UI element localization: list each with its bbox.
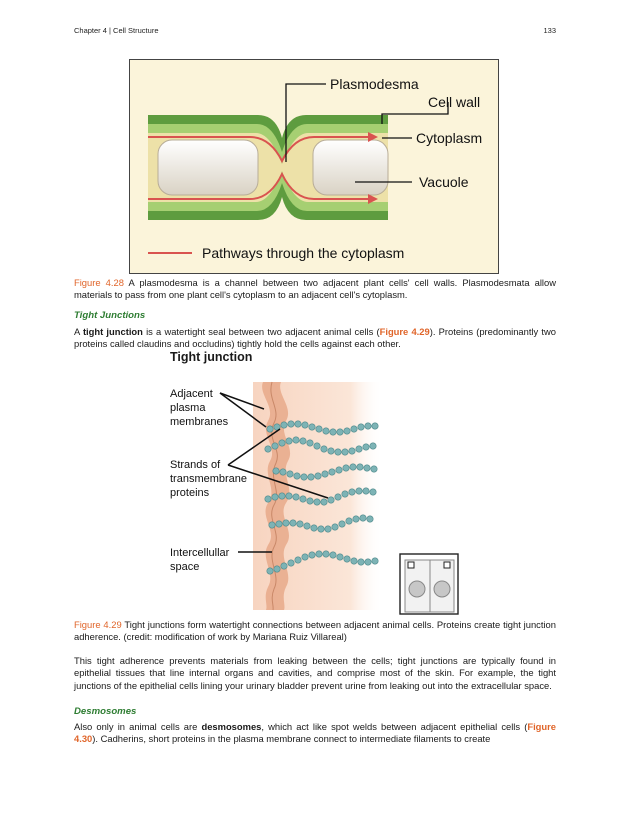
label-cytoplasm: Cytoplasm xyxy=(416,130,483,146)
figure-caption-4-28 xyxy=(74,277,556,302)
caption-figure-number: Figure 4.28 xyxy=(74,277,124,288)
label-intercellular-space: Intercellullar space xyxy=(170,547,230,573)
vacuole-left xyxy=(158,140,258,195)
section-heading-tight-junctions: Tight Junctions xyxy=(74,310,146,321)
caption-figure-number: Figure 4.29 xyxy=(74,619,122,630)
figure-tight-junction xyxy=(168,349,463,617)
term-tight-junction: tight junction xyxy=(82,326,143,337)
term-desmosomes: desmosomes xyxy=(201,721,262,732)
caption-text: Tight junctions form watertight connections between adjacent animal cells. Proteins create tight junction adherence. (credit: modification of work by Mariana Ruiz Villareal) xyxy=(74,619,556,643)
legend-pathways: Pathways through the cytoplasm xyxy=(202,245,405,261)
plasmodesma-illustration xyxy=(130,60,500,275)
paragraph-tight-adherence: This tight adherence prevents materials from leaking between the cells; tight junctions are typically found in epithelial tissues that line internal organs and cavities, and comprise most of the skin. For example, the tight junctions of the epithelial cells lining your urinary bladder prevent urine from leaking out into the extracellular space. xyxy=(74,655,556,691)
label-plasmodesma: Plasmodesma xyxy=(330,76,419,92)
label-adjacent-membranes: Adjacent plasma membranes xyxy=(170,388,229,428)
page-number: 133 xyxy=(543,26,556,35)
running-header-chapter: Chapter 4 | Cell Structure xyxy=(74,26,159,35)
paragraph-desmosomes: Also only in animal cells are desmosomes, which act like spot welds between adjacent epithelial cells (Figure 4.30). Cadherins, short proteins in the plasma membrane connect to intermediate filaments to create xyxy=(74,721,556,745)
label-transmembrane-strands: Strands of transmembrane proteins xyxy=(170,459,248,499)
label-vacuole: Vacuole xyxy=(419,174,469,190)
figure-plasmodesma xyxy=(129,59,499,274)
link-figure-4-30[interactable]: Figure 4.30 xyxy=(74,721,556,745)
paragraph-tight-junction: A tight junction is a watertight seal between two adjacent animal cells (Figure 4.29). Proteins (predominantly two proteins called claudins and occludins) tightly hold the cells against each other. xyxy=(74,326,557,350)
label-cell-wall: Cell wall xyxy=(428,94,481,110)
caption-text: A plasmodesma is a channel between two adjacent plant cells' cell walls. Plasmodesmata allow materials to pass from one plant cell's cytoplasm to an adjacent cell's cytoplasm. xyxy=(74,277,556,301)
link-figure-4-29[interactable]: Figure 4.29 xyxy=(379,326,430,337)
vacuole-right xyxy=(313,140,388,195)
figure-title-tight-junction: Tight junction xyxy=(170,350,253,364)
section-heading-desmosomes: Desmosomes xyxy=(74,706,137,717)
figure-caption-4-29 xyxy=(74,619,556,644)
inset-cell-diagram xyxy=(400,554,458,614)
